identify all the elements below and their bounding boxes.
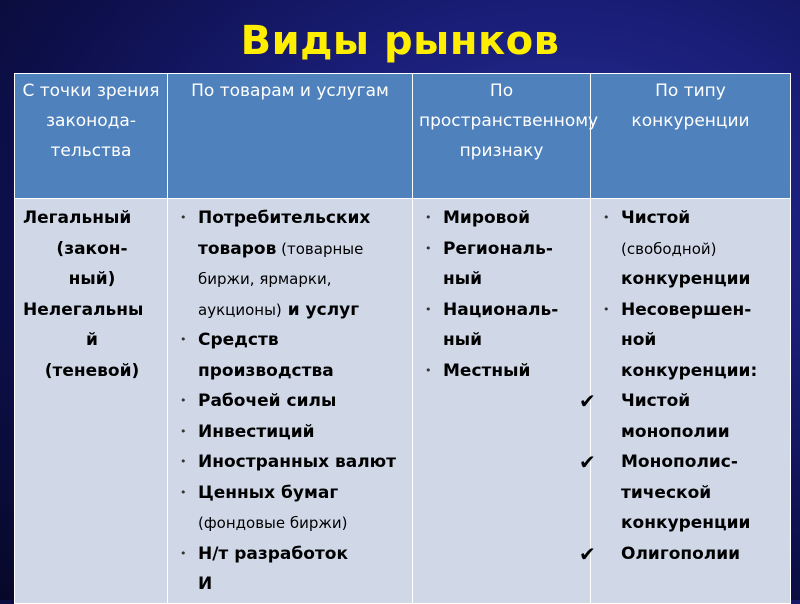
bullet-icon: • xyxy=(603,211,610,224)
item-monopolistic: Монополис-тической конкуренции xyxy=(621,452,751,533)
bullet-icon: • xyxy=(180,546,187,560)
bullet-icon: • xyxy=(425,302,432,316)
header-row xyxy=(15,74,791,199)
bullet-icon: • xyxy=(180,394,187,407)
list-item xyxy=(176,539,406,570)
header-goods-services: По товарам и услугам xyxy=(168,74,413,199)
content-row xyxy=(15,199,791,604)
item-securities-note: (фондовые биржи) xyxy=(198,514,348,532)
item-imperfect: Несовершен-ной конкуренции: xyxy=(621,299,758,381)
item-labour: Рабочей силы xyxy=(198,391,337,411)
list-item xyxy=(176,417,406,448)
check-icon: ✔ xyxy=(579,389,596,413)
header-legislation: С точки зрения законода-тельства xyxy=(15,74,168,199)
list-item xyxy=(176,569,406,600)
item-consumer-note: (товарные биржи, ярмарки, аукционы) xyxy=(198,239,364,319)
item-cut-off: И xyxy=(198,574,213,594)
slide-title: Виды рынков xyxy=(240,18,560,64)
item-rnd: Н/т разработок xyxy=(198,543,348,564)
cell-legislation xyxy=(15,199,168,604)
list-item xyxy=(176,203,406,325)
bullet-icon: • xyxy=(180,424,187,438)
list-item xyxy=(421,234,584,295)
item-free: Чистой xyxy=(621,208,691,228)
list-item xyxy=(421,203,584,234)
bullet-icon: • xyxy=(180,455,187,468)
bullet-icon: • xyxy=(425,211,432,224)
illegal-text-2: й xyxy=(86,330,98,350)
legal-text: Легальный xyxy=(23,208,132,228)
header-spatial: По пространственному признаку xyxy=(413,74,591,199)
item-means-of-production: Средств производства xyxy=(198,330,334,381)
cell-goods-services xyxy=(168,199,413,604)
item-investment: Инвестиций xyxy=(198,421,315,442)
bullet-icon: • xyxy=(180,485,187,499)
item-pure-monopoly: Чистой монополии xyxy=(621,391,730,442)
item-free-note: (свободной) xyxy=(621,239,717,258)
list-item xyxy=(421,356,584,387)
list-item xyxy=(579,386,784,447)
item-free-tail: конкуренции xyxy=(621,269,751,289)
legal-text-3: ный) xyxy=(68,269,116,289)
list-item xyxy=(176,478,406,539)
bullet-icon: • xyxy=(425,363,432,377)
item-regional: Региональ-ный xyxy=(443,238,553,289)
bullet-icon: • xyxy=(180,211,187,224)
cell-competition xyxy=(579,199,791,604)
list-item xyxy=(176,386,406,417)
list-item xyxy=(599,203,784,295)
item-foreign-currency: Иностранных валют xyxy=(198,452,397,472)
item-consumer: Потребительских товаров xyxy=(198,208,371,259)
list-item xyxy=(579,447,784,539)
cell-spatial xyxy=(413,199,591,604)
check-icon: ✔ xyxy=(579,541,596,566)
list-item xyxy=(599,295,784,387)
list-item xyxy=(176,447,406,478)
list-item xyxy=(176,325,406,386)
header-competition: По типу конкуренции xyxy=(591,74,791,199)
illegal-text-3: (теневой) xyxy=(44,360,140,381)
bullet-icon: • xyxy=(425,241,432,255)
list-item xyxy=(421,295,584,356)
item-consumer-tail: и услуг xyxy=(281,299,360,320)
market-types-table xyxy=(14,73,791,604)
legal-text-2: (закон- xyxy=(56,238,128,259)
item-securities: Ценных бумаг xyxy=(198,482,339,503)
check-icon: ✔ xyxy=(579,450,596,474)
illegal-text: Нелегальны xyxy=(23,299,144,320)
list-item xyxy=(579,539,784,570)
bullet-icon: • xyxy=(603,302,610,316)
item-local: Местный xyxy=(443,360,531,381)
item-oligopoly: Олигополии xyxy=(621,543,741,564)
bullet-icon: • xyxy=(180,333,187,346)
item-world: Мировой xyxy=(443,208,531,228)
item-national: Националь-ный xyxy=(443,299,559,350)
